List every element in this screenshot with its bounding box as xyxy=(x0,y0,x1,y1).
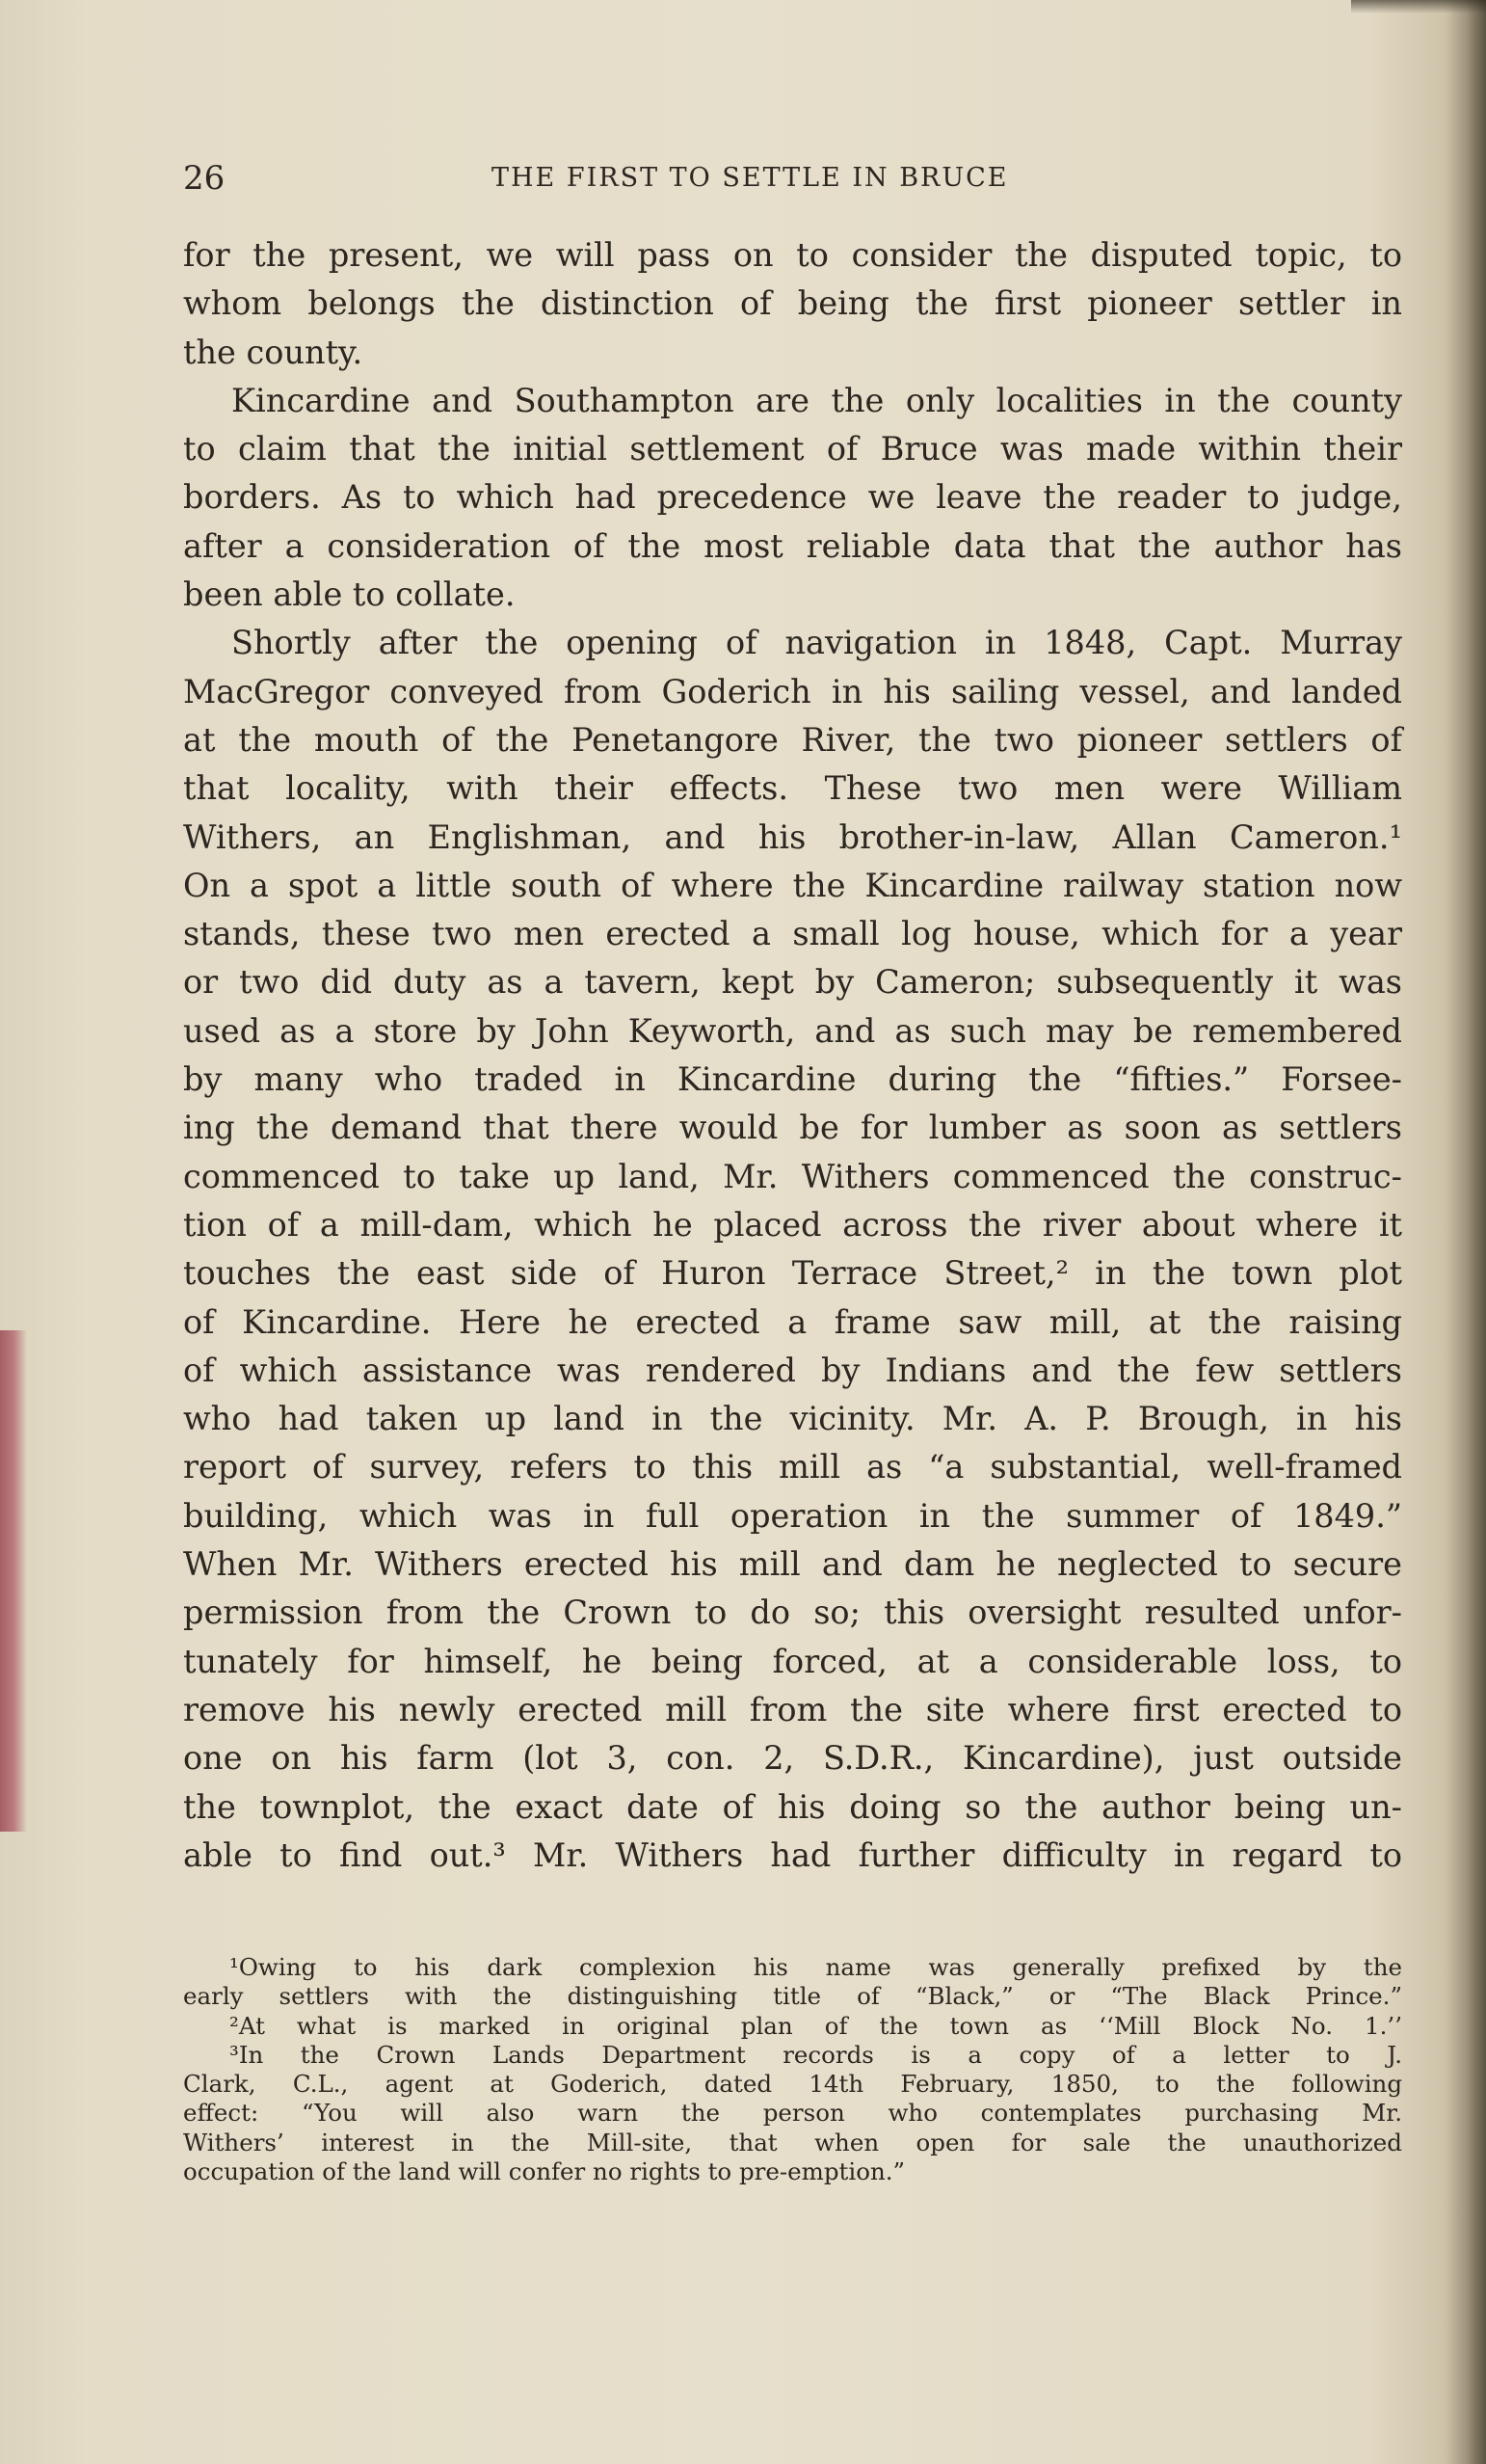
body-line: used as a store by John Keyworth, and as such may be remembered xyxy=(183,1011,1402,1050)
footnote-line: Withers’ interest in the Mill-site, that when open for sale the unauthorized xyxy=(183,2128,1402,2156)
page-edge-left xyxy=(0,1330,27,1832)
body-line: When Mr. Withers erected his mill and dam he neglected to secure xyxy=(183,1545,1402,1584)
footnote-line: Clark, C.L., agent at Goderich, dated 14th February, 1850, to the following xyxy=(183,2070,1402,2099)
body-line: Withers, an Englishman, and his brother-in-law, Allan Cameron.¹ xyxy=(183,817,1402,856)
body-line: the county. xyxy=(183,333,363,371)
footnotes xyxy=(183,1953,1402,2186)
body-line: after a consideration of the most reliable data that the author has xyxy=(183,526,1402,565)
body-line: remove his newly erected mill from the site where first erected to xyxy=(183,1690,1402,1728)
body-line: one on his farm (lot 3, con. 2, S.D.R., Kincardine), just outside xyxy=(183,1739,1402,1778)
body-line: that locality, with their effects. These two men were William xyxy=(183,769,1402,808)
body-line: whom belongs the distinction of being the first pioneer settler in xyxy=(183,284,1402,323)
body-line: of which assistance was rendered by Indians and the few settlers xyxy=(183,1351,1402,1389)
running-head: THE FIRST TO SETTLE IN BRUCE xyxy=(491,163,1009,193)
body-line: for the present, we will pass on to consider the disputed topic, to xyxy=(183,236,1402,274)
body-line: On a spot a little south of where the Kincardine railway station now xyxy=(183,866,1402,904)
body-line: by many who traded in Kincardine during the “fifties.” Forsee- xyxy=(183,1060,1402,1099)
body-line: permission from the Crown to do so; this oversight resulted unfor- xyxy=(183,1594,1402,1632)
body-line: been able to collate. xyxy=(183,576,516,614)
page-header xyxy=(183,159,1340,198)
body-line: to claim that the initial settlement of Bruce was made within their xyxy=(183,430,1402,469)
body-line: ing the demand that there would be for lumber as soon as settlers xyxy=(183,1109,1402,1147)
body-line: or two did duty as a tavern, kept by Cameron; subsequently it was xyxy=(183,963,1402,1002)
footnote-line: effect: “You will also warn the person who contemplates purchasing Mr. xyxy=(183,2099,1402,2128)
page-edge-right xyxy=(1447,0,1486,2464)
body-line: stands, these two men erected a small log house, which for a year xyxy=(183,915,1402,953)
body-line: tion of a mill-dam, which he placed across the river about where it xyxy=(183,1205,1402,1244)
body-line: the townplot, the exact date of his doing so the author being un- xyxy=(183,1787,1402,1826)
footnote-line: occupation of the land will confer no rights to pre-emption.” xyxy=(183,2157,906,2186)
body-line: MacGregor conveyed from Goderich in his sailing vessel, and landed xyxy=(183,672,1402,710)
body-line: of Kincardine. Here he erected a frame saw mill, at the raising xyxy=(183,1302,1402,1341)
body-line: who had taken up land in the vicinity. Mr. A. P. Brough, in his xyxy=(183,1400,1402,1438)
body-line: Kincardine and Southampton are the only localities in the county xyxy=(231,381,1402,419)
body-line: able to find out.³ Mr. Withers had further difficulty in regard to xyxy=(183,1835,1402,1874)
footnote-line: ²At what is marked in original plan of the town as ‘‘Mill Block No. 1.’’ xyxy=(229,2011,1402,2040)
body-line: Shortly after the opening of navigation in 1848, Capt. Murray xyxy=(231,624,1402,662)
body-line: building, which was in full operation in the summer of 1849.” xyxy=(183,1496,1402,1535)
body-text xyxy=(183,231,1402,1880)
body-line: borders. As to which had precedence we leave the reader to judge, xyxy=(183,478,1402,517)
page-number: 26 xyxy=(183,159,226,198)
page-edge-top xyxy=(1351,0,1486,13)
footnote-line: ¹Owing to his dark complexion his name was generally prefixed by the xyxy=(229,1953,1402,1981)
footnote-line: ³In the Crown Lands Department records is a copy of a letter to J. xyxy=(229,2040,1402,2069)
body-line: commenced to take up land, Mr. Withers commenced the construc- xyxy=(183,1157,1402,1195)
body-line: report of survey, refers to this mill as “a substantial, well-framed xyxy=(183,1448,1402,1486)
body-line: touches the east side of Huron Terrace Street,² in the town plot xyxy=(183,1254,1402,1293)
body-line: at the mouth of the Penetangore River, the two pioneer settlers of xyxy=(183,720,1402,759)
footnote-line: early settlers with the distinguishing title of “Black,” or “The Black Prince.” xyxy=(183,1982,1402,2011)
body-line: tunately for himself, he being forced, at a considerable loss, to xyxy=(183,1642,1402,1680)
